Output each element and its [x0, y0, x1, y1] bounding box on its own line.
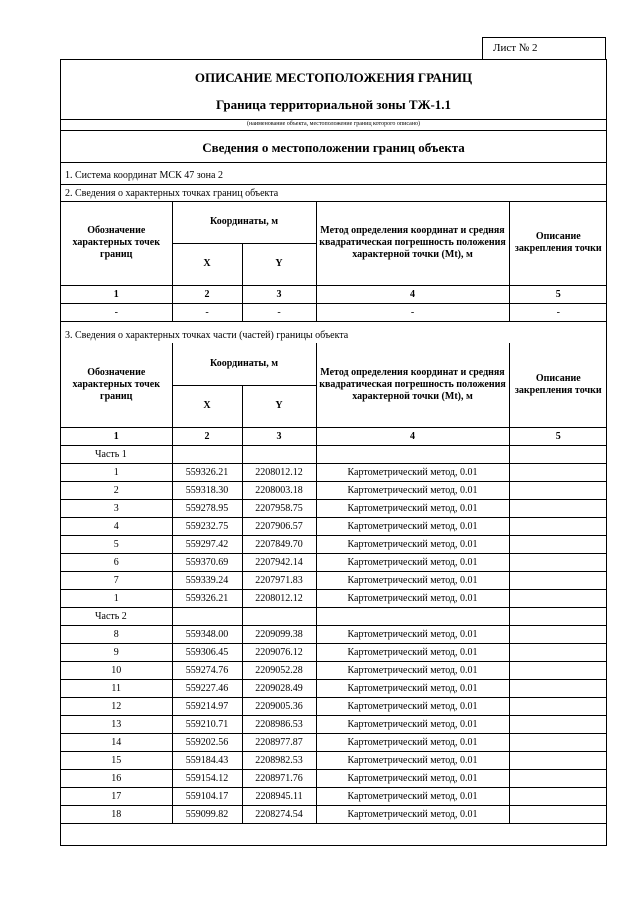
- table-boundary-points: [61, 201, 607, 322]
- table-part-points: [61, 343, 607, 824]
- cell: [509, 499, 607, 517]
- cell: Картометрический метод, 0.01: [316, 589, 509, 607]
- table-row: [61, 661, 607, 679]
- divider: [61, 184, 606, 185]
- cell: 559326.21: [172, 463, 242, 481]
- col-number: 2: [172, 427, 242, 445]
- section2-title: 2. Сведения о характерных точках границ объекта: [65, 188, 279, 199]
- cell: 559274.76: [172, 661, 242, 679]
- cell: 2209028.49: [242, 679, 316, 697]
- col-number: 4: [316, 285, 509, 303]
- cell: 16: [61, 769, 172, 787]
- cell: 559370.69: [172, 553, 242, 571]
- table-row: [61, 303, 607, 321]
- cell: [509, 445, 607, 463]
- table-row: [61, 769, 607, 787]
- cell: [242, 607, 316, 625]
- header-method: Метод определения координат и средняя квадратическая погрешность положения характерной точки (Mt), м: [316, 201, 509, 285]
- cell: 2208003.18: [242, 481, 316, 499]
- cell: -: [316, 303, 509, 321]
- cell: -: [509, 303, 607, 321]
- cell: 2208982.53: [242, 751, 316, 769]
- cell: Картометрический метод, 0.01: [316, 499, 509, 517]
- cell: -: [242, 303, 316, 321]
- cell: [509, 553, 607, 571]
- cell: 2207849.70: [242, 535, 316, 553]
- cell: 559099.82: [172, 805, 242, 823]
- cell: 559210.71: [172, 715, 242, 733]
- cell: 12: [61, 697, 172, 715]
- cell: Картометрический метод, 0.01: [316, 787, 509, 805]
- cell: 559154.12: [172, 769, 242, 787]
- cell: 559232.75: [172, 517, 242, 535]
- table-row: [61, 499, 607, 517]
- cell: [316, 445, 509, 463]
- header-description: Описание закрепления точки: [509, 343, 607, 427]
- cell: 2209005.36: [242, 697, 316, 715]
- col-number: 4: [316, 427, 509, 445]
- divider: [61, 130, 606, 131]
- header-coords: Координаты, м: [172, 343, 316, 385]
- cell: Картометрический метод, 0.01: [316, 643, 509, 661]
- sheet-number: Лист № 2: [482, 37, 606, 59]
- cell: [509, 643, 607, 661]
- cell: 2208012.12: [242, 589, 316, 607]
- cell: 559339.24: [172, 571, 242, 589]
- cell: 559104.17: [172, 787, 242, 805]
- cell: [242, 445, 316, 463]
- cell: [509, 481, 607, 499]
- cell: 2207958.75: [242, 499, 316, 517]
- table-row: [61, 643, 607, 661]
- cell: Картометрический метод, 0.01: [316, 733, 509, 751]
- header-description: Описание закрепления точки: [509, 201, 607, 285]
- cell: 11: [61, 679, 172, 697]
- cell: 2208012.12: [242, 463, 316, 481]
- cell: 14: [61, 733, 172, 751]
- col-number: 1: [61, 427, 172, 445]
- cell: [509, 589, 607, 607]
- cell: Картометрический метод, 0.01: [316, 679, 509, 697]
- cell: 2: [61, 481, 172, 499]
- cell: 15: [61, 751, 172, 769]
- cell: 2208986.53: [242, 715, 316, 733]
- cell: Картометрический метод, 0.01: [316, 715, 509, 733]
- coord-system: 1. Система координат МСК 47 зона 2: [65, 170, 223, 181]
- divider: [61, 162, 606, 163]
- cell: 1: [61, 463, 172, 481]
- object-caption: (наименование объекта, местоположение границ которого описано): [247, 121, 420, 127]
- header-x: X: [172, 243, 242, 285]
- cell: 2207971.83: [242, 571, 316, 589]
- part-label: Часть 1: [61, 445, 172, 463]
- table-row: [61, 679, 607, 697]
- cell: -: [61, 303, 172, 321]
- cell: Картометрический метод, 0.01: [316, 625, 509, 643]
- cell: 2209099.38: [242, 625, 316, 643]
- cell: 559348.00: [172, 625, 242, 643]
- cell: 2207906.57: [242, 517, 316, 535]
- header-point: Обозначение характерных точек границ: [61, 343, 172, 427]
- cell: 559184.43: [172, 751, 242, 769]
- col-number: 1: [61, 285, 172, 303]
- cell: 2209052.28: [242, 661, 316, 679]
- table-row: [61, 463, 607, 481]
- cell: Картометрический метод, 0.01: [316, 463, 509, 481]
- cell: 7: [61, 571, 172, 589]
- section-title: Сведения о местоположении границ объекта: [202, 140, 465, 155]
- cell: [509, 805, 607, 823]
- cell: 2209076.12: [242, 643, 316, 661]
- document-frame: [60, 59, 607, 846]
- table-row: [61, 751, 607, 769]
- cell: [509, 571, 607, 589]
- cell: 6: [61, 553, 172, 571]
- header-point: Обозначение характерных точек границ: [61, 201, 172, 285]
- col-number: 2: [172, 285, 242, 303]
- cell: 559202.56: [172, 733, 242, 751]
- cell: Картометрический метод, 0.01: [316, 769, 509, 787]
- cell: [509, 661, 607, 679]
- cell: [509, 751, 607, 769]
- table-row: [61, 733, 607, 751]
- table-row: [61, 787, 607, 805]
- cell: [509, 535, 607, 553]
- cell: 2207942.14: [242, 553, 316, 571]
- cell: 2208274.54: [242, 805, 316, 823]
- cell: [172, 607, 242, 625]
- cell: 559214.97: [172, 697, 242, 715]
- cell: 18: [61, 805, 172, 823]
- cell: 2208945.11: [242, 787, 316, 805]
- cell: 17: [61, 787, 172, 805]
- cell: 5: [61, 535, 172, 553]
- cell: 3: [61, 499, 172, 517]
- cell: [509, 679, 607, 697]
- object-name: Граница территориальной зоны ТЖ-1.1: [215, 97, 452, 112]
- cell: Картометрический метод, 0.01: [316, 805, 509, 823]
- section3-title: 3. Сведения о характерных точках части (частей) границы объекта: [65, 330, 349, 341]
- table-row: [61, 481, 607, 499]
- table-row: [61, 625, 607, 643]
- cell: [509, 607, 607, 625]
- part-label: Часть 2: [61, 607, 172, 625]
- cell: [316, 607, 509, 625]
- cell: [509, 715, 607, 733]
- col-number: 5: [509, 427, 607, 445]
- cell: Картометрический метод, 0.01: [316, 553, 509, 571]
- cell: [509, 517, 607, 535]
- cell: [509, 787, 607, 805]
- cell: Картометрический метод, 0.01: [316, 571, 509, 589]
- header-y: Y: [242, 243, 316, 285]
- cell: 559318.30: [172, 481, 242, 499]
- document-title: ОПИСАНИЕ МЕСТОПОЛОЖЕНИЯ ГРАНИЦ: [194, 70, 473, 85]
- table-row: [61, 553, 607, 571]
- cell: 2208971.76: [242, 769, 316, 787]
- cell: Картометрический метод, 0.01: [316, 751, 509, 769]
- cell: Картометрический метод, 0.01: [316, 661, 509, 679]
- col-number: 3: [242, 285, 316, 303]
- cell: 559227.46: [172, 679, 242, 697]
- table-row: [61, 697, 607, 715]
- cell: 8: [61, 625, 172, 643]
- header-y: Y: [242, 385, 316, 427]
- cell: Картометрический метод, 0.01: [316, 517, 509, 535]
- table-row: [61, 715, 607, 733]
- table-row: [61, 517, 607, 535]
- table-row: [61, 589, 607, 607]
- cell: 9: [61, 643, 172, 661]
- header-method: Метод определения координат и средняя квадратическая погрешность положения характерной точки (Mt), м: [316, 343, 509, 427]
- cell: 559326.21: [172, 589, 242, 607]
- cell: [509, 769, 607, 787]
- cell: 10: [61, 661, 172, 679]
- cell: [509, 625, 607, 643]
- table-row: [61, 535, 607, 553]
- cell: -: [172, 303, 242, 321]
- table-row: [61, 805, 607, 823]
- header-coords: Координаты, м: [172, 201, 316, 243]
- divider: [61, 119, 606, 120]
- cell: 1: [61, 589, 172, 607]
- part-header-row: [61, 445, 607, 463]
- cell: 559278.95: [172, 499, 242, 517]
- cell: Картометрический метод, 0.01: [316, 535, 509, 553]
- cell: 2208977.87: [242, 733, 316, 751]
- header-x: X: [172, 385, 242, 427]
- cell: 559297.42: [172, 535, 242, 553]
- cell: 4: [61, 517, 172, 535]
- cell: [509, 697, 607, 715]
- cell: 559306.45: [172, 643, 242, 661]
- cell: [509, 463, 607, 481]
- col-number: 5: [509, 285, 607, 303]
- part-header-row: [61, 607, 607, 625]
- table-row: [61, 571, 607, 589]
- cell: Картометрический метод, 0.01: [316, 481, 509, 499]
- cell: Картометрический метод, 0.01: [316, 697, 509, 715]
- cell: [509, 733, 607, 751]
- cell: 13: [61, 715, 172, 733]
- col-number: 3: [242, 427, 316, 445]
- cell: [172, 445, 242, 463]
